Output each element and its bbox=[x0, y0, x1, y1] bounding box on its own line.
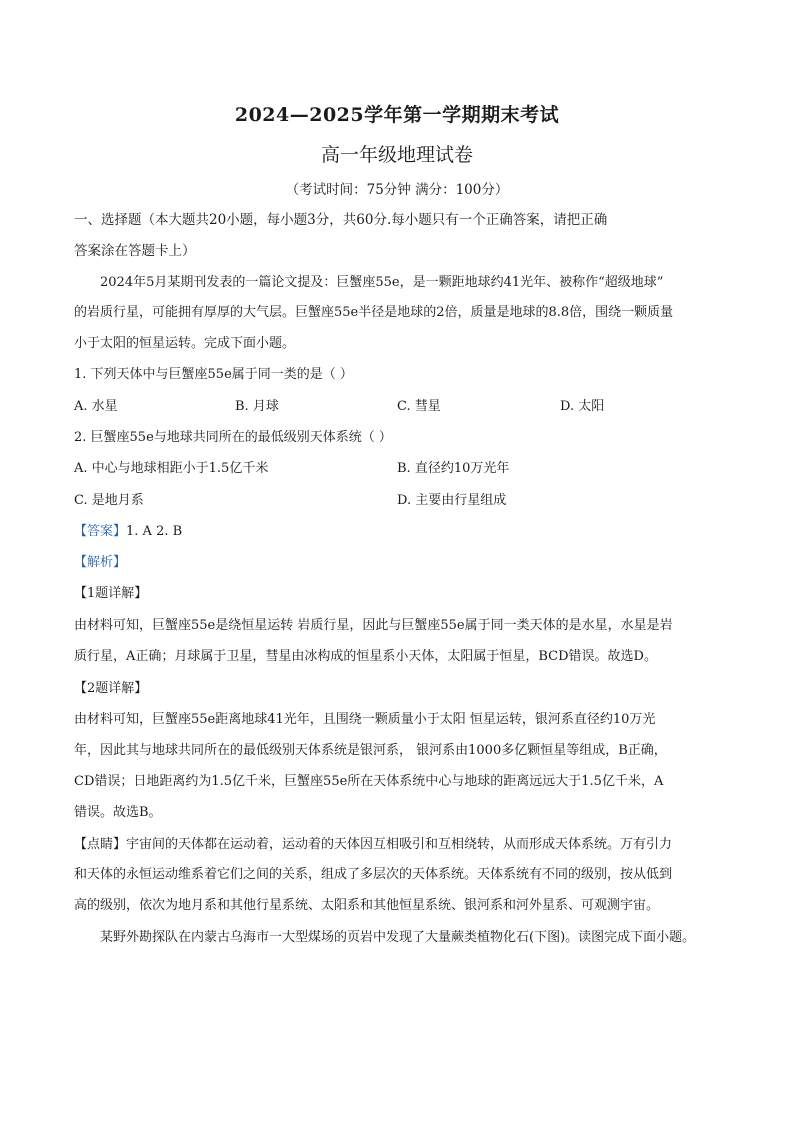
answer-tag: 【答案】 bbox=[74, 524, 127, 539]
tip-line2: 和天体的永恒运动维系着它们之间的关系，组成了多层次的天体系统。天体系统有不同的级别，按从低到 bbox=[74, 867, 673, 882]
question-2-option-a: A. 中心与地球相距小于1.5亿千米 bbox=[74, 461, 269, 476]
detail-2-line2: 年，因此其与地球共同所在的最低级别天体系统是银河系， 银河系由1000多亿颗恒星等组成，B正确， bbox=[74, 743, 667, 758]
exam-title: 2024—2025学年第一学期期末考试 bbox=[234, 104, 560, 126]
passage2-line1: 某野外勘探队在内蒙古乌海市一大型煤场的页岩中发现了大量蕨类植物化石(下图)。读图完成下面小题。 bbox=[100, 930, 696, 945]
tip-tag: 【点睛】 bbox=[74, 837, 127, 852]
tip-line3: 高的级别，依次为地月系和其他行星系统、太阳系和其他恒星系统、银河系和河外星系、可观测宇宙。 bbox=[74, 898, 660, 913]
question-1-stem: 1. 下列天体中与巨蟹座55e属于同一类的是（ ） bbox=[74, 367, 353, 382]
tip-line1 bbox=[74, 836, 672, 854]
question-2-option-c: C. 是地月系 bbox=[74, 493, 144, 508]
detail-2-line4: 错误。故选B。 bbox=[74, 805, 162, 820]
question-2-option-b: B. 直径约10万光年 bbox=[397, 461, 510, 476]
section-heading-line1: 一、选择题（本大题共20小题，每小题3分，共60分.每小题只有一个正确答案，请把正确 bbox=[74, 212, 608, 228]
detail-2-tag: 【2题详解】 bbox=[74, 681, 148, 696]
detail-2-line1: 由材料可知，巨蟹座55e距离地球41光年，且围绕一颗质量小于太阳 恒星运转，银河系直径约10万光 bbox=[74, 712, 656, 727]
detail-2-line3: CD错误；日地距离约为1.5亿千米，巨蟹座55e所在天体系统中心与地球的距离远远大于1.5亿千米，A bbox=[74, 774, 664, 789]
detail-1-line2: 质行星，A正确；月球属于卫星，彗星由冰构成的恒星系小天体，太阳属于恒星，BCD错误。故选D。 bbox=[74, 649, 657, 664]
section-heading-line2: 答案涂在答题卡上） bbox=[74, 243, 196, 259]
passage1-line3: 小于太阳的恒星运转。完成下面小题。 bbox=[74, 336, 296, 351]
question-1-option-c: C. 彗星 bbox=[397, 399, 441, 414]
detail-1-tag: 【1题详解】 bbox=[74, 586, 148, 601]
question-1-option-b: B. 月球 bbox=[235, 399, 279, 414]
question-2-option-d: D. 主要由行星组成 bbox=[397, 493, 507, 508]
exam-subtitle: 高一年级地理试卷 bbox=[320, 144, 473, 166]
analysis-tag: 【解析】 bbox=[74, 555, 127, 570]
exam-meta: （考试时间：75分钟 满分：100分） bbox=[285, 182, 509, 198]
detail-1-line1: 由材料可知，巨蟹座55e是绕恒星运转 岩质行星，因此与巨蟹座55e属于同一类天体的是水星，水星是岩 bbox=[74, 618, 673, 633]
question-1-option-d: D. 太阳 bbox=[560, 399, 605, 414]
answer-line bbox=[74, 523, 182, 541]
passage1-line1: 2024年5月某期刊发表的一篇论文提及：巨蟹座55e，是一颗距地球约41光年、被称作“超级地球” bbox=[100, 275, 664, 290]
answer-text: 1. A 2. B bbox=[126, 524, 183, 539]
question-2-stem: 2. 巨蟹座55e与地球共同所在的最低级别天体系统（ ） bbox=[74, 430, 392, 445]
question-1-option-a: A. 水星 bbox=[74, 399, 118, 414]
tip-text-line1: 宇宙间的天体都在运动着，运动着的天体因互相吸引和互相绕转，从而形成天体系统。万有引力 bbox=[126, 837, 673, 852]
passage1-line2: 的岩质行星，可能拥有厚厚的大气层。巨蟹座55e半径是地球的2倍，质量是地球的8.8倍，围绕一颗质量 bbox=[74, 305, 674, 320]
